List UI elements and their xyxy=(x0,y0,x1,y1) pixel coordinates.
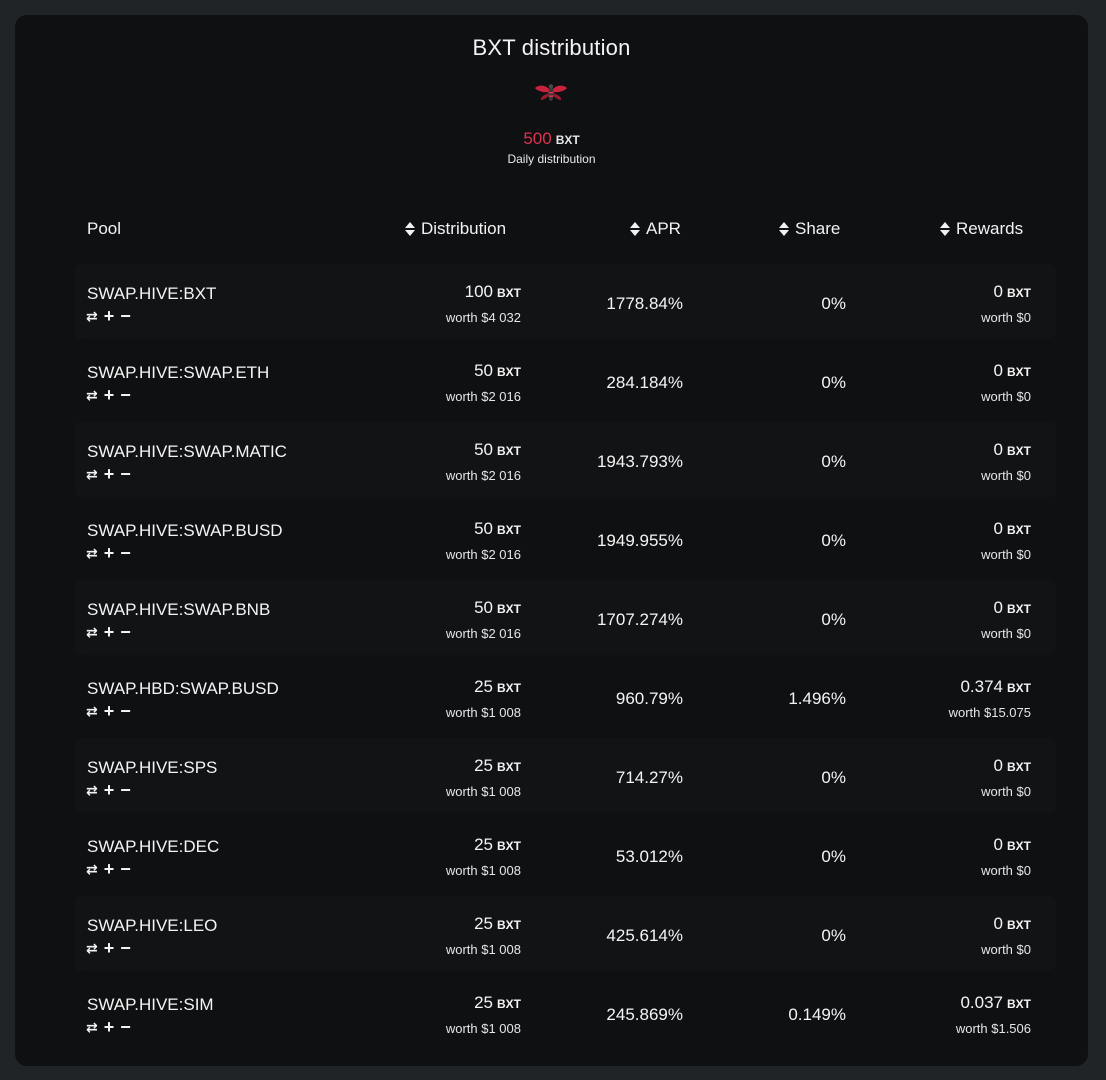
minus-icon[interactable]: − xyxy=(120,859,131,879)
minus-icon[interactable]: − xyxy=(120,385,131,405)
rewards-unit: BXT xyxy=(1007,839,1031,853)
distribution-unit: BXT xyxy=(497,602,521,616)
distribution-cell xyxy=(446,440,521,483)
distribution-cell xyxy=(446,361,521,404)
rewards-cell xyxy=(949,677,1031,720)
plus-icon[interactable]: + xyxy=(103,859,115,879)
pool-name: SWAP.HIVE:SIM xyxy=(87,995,214,1014)
table-row xyxy=(75,501,1056,576)
plus-icon[interactable]: + xyxy=(103,622,115,642)
distribution-worth: worth $1 008 xyxy=(445,863,521,878)
daily-amount-value: 500 xyxy=(523,129,552,148)
apr-value: 1778.84% xyxy=(606,294,683,313)
sort-icon xyxy=(779,222,789,236)
table-row xyxy=(75,975,1056,1050)
column-header-apr[interactable]: APR xyxy=(630,219,681,239)
pool-actions xyxy=(86,1019,131,1035)
distribution-card xyxy=(15,15,1088,1066)
rewards-unit: BXT xyxy=(1007,365,1031,379)
distribution-worth: worth $2 016 xyxy=(445,389,521,404)
distribution-amount: 25 xyxy=(474,993,493,1012)
distribution-unit: BXT xyxy=(497,681,521,695)
rewards-unit: BXT xyxy=(1007,286,1031,300)
minus-icon[interactable]: − xyxy=(120,1017,131,1037)
rewards-amount: 0 xyxy=(993,440,1003,459)
daily-distribution xyxy=(15,129,1088,166)
plus-icon[interactable]: + xyxy=(103,780,115,800)
rewards-amount: 0 xyxy=(993,282,1003,301)
swap-arrows-icon[interactable]: ⇄ xyxy=(86,466,98,482)
distribution-amount: 25 xyxy=(474,835,493,854)
swap-arrows-icon[interactable]: ⇄ xyxy=(86,1019,98,1035)
table-row xyxy=(75,817,1056,892)
pool-name: SWAP.HBD:SWAP.BUSD xyxy=(87,679,279,698)
swap-arrows-icon[interactable]: ⇄ xyxy=(86,861,98,877)
rewards-amount: 0 xyxy=(993,361,1003,380)
rewards-amount: 0.037 xyxy=(960,993,1003,1012)
pool-name: SWAP.HIVE:SPS xyxy=(87,758,218,777)
pool-actions xyxy=(86,545,131,561)
apr-value: 245.869% xyxy=(606,1005,683,1024)
apr-value: 1943.793% xyxy=(596,452,683,471)
share-value: 0% xyxy=(821,531,846,550)
rewards-unit: BXT xyxy=(1007,918,1031,932)
apr-value: 53.012% xyxy=(615,847,683,866)
rewards-amount: 0 xyxy=(993,598,1003,617)
table-row xyxy=(75,738,1056,813)
sort-icon xyxy=(405,222,415,236)
pool-actions xyxy=(86,940,131,956)
share-value: 0% xyxy=(821,294,846,313)
rewards-cell xyxy=(981,282,1031,325)
apr-value: 284.184% xyxy=(606,373,683,392)
distribution-worth: worth $2 016 xyxy=(445,468,521,483)
pool-table-body xyxy=(75,264,1056,1054)
pool-name: SWAP.HIVE:BXT xyxy=(87,284,217,303)
pool-actions xyxy=(86,782,131,798)
distribution-worth: worth $2 016 xyxy=(445,626,521,641)
distribution-worth: worth $2 016 xyxy=(445,547,521,562)
rewards-amount: 0.374 xyxy=(960,677,1003,696)
distribution-amount: 100 xyxy=(464,282,493,301)
rewards-cell xyxy=(981,914,1031,957)
rewards-worth: worth $0 xyxy=(981,626,1031,641)
distribution-unit: BXT xyxy=(497,286,521,300)
plus-icon[interactable]: + xyxy=(103,464,115,484)
plus-icon[interactable]: + xyxy=(103,701,115,721)
distribution-worth: worth $1 008 xyxy=(445,942,521,957)
rewards-cell xyxy=(981,835,1031,878)
pool-name: SWAP.HIVE:SWAP.BNB xyxy=(87,600,271,619)
rewards-unit: BXT xyxy=(1007,760,1031,774)
plus-icon[interactable]: + xyxy=(103,938,115,958)
rewards-worth: worth $0 xyxy=(981,310,1031,325)
rewards-amount: 0 xyxy=(993,519,1003,538)
pool-actions xyxy=(86,703,131,719)
rewards-cell xyxy=(981,756,1031,799)
rewards-worth: worth $0 xyxy=(981,547,1031,562)
rewards-unit: BXT xyxy=(1007,997,1031,1011)
distribution-amount: 50 xyxy=(474,361,493,380)
distribution-worth: worth $4 032 xyxy=(445,310,521,325)
pool-actions xyxy=(86,624,131,640)
distribution-cell xyxy=(446,914,521,957)
plus-icon[interactable]: + xyxy=(103,385,115,405)
apr-value: 1707.274% xyxy=(596,610,683,629)
rewards-amount: 0 xyxy=(993,756,1003,775)
pool-name: SWAP.HIVE:DEC xyxy=(87,837,220,856)
swap-arrows-icon[interactable]: ⇄ xyxy=(86,308,98,324)
daily-distribution-label: Daily distribution xyxy=(507,152,596,166)
swap-arrows-icon[interactable]: ⇄ xyxy=(86,545,98,561)
rewards-worth: worth $1.506 xyxy=(955,1021,1031,1036)
rewards-worth: worth $0 xyxy=(981,468,1031,483)
bee-logo-icon xyxy=(533,79,569,107)
apr-value: 960.79% xyxy=(615,689,683,708)
rewards-worth: worth $0 xyxy=(981,942,1031,957)
plus-icon[interactable]: + xyxy=(103,1017,115,1037)
share-value: 0.149% xyxy=(788,1005,846,1024)
sort-icon xyxy=(940,222,950,236)
page-title: BXT distribution xyxy=(472,35,631,60)
rewards-unit: BXT xyxy=(1007,681,1031,695)
distribution-unit: BXT xyxy=(497,760,521,774)
pool-name: SWAP.HIVE:SWAP.ETH xyxy=(87,363,270,382)
column-header-rewards[interactable]: Rewards xyxy=(940,219,1023,239)
rewards-cell xyxy=(981,519,1031,562)
distribution-worth: worth $1 008 xyxy=(445,705,521,720)
swap-arrows-icon[interactable]: ⇄ xyxy=(86,782,98,798)
rewards-cell xyxy=(981,598,1031,641)
table-row xyxy=(75,422,1056,497)
column-header-share[interactable]: Share xyxy=(779,219,840,239)
plus-icon[interactable]: + xyxy=(103,306,115,326)
distribution-cell xyxy=(446,519,521,562)
distribution-worth: worth $1 008 xyxy=(445,1021,521,1036)
pool-name: SWAP.HIVE:LEO xyxy=(87,916,218,935)
distribution-cell xyxy=(446,993,521,1036)
distribution-worth: worth $1 008 xyxy=(445,784,521,799)
daily-amount-unit: BXT xyxy=(555,133,580,147)
column-header-distribution[interactable]: Distribution xyxy=(405,219,506,239)
distribution-unit: BXT xyxy=(497,918,521,932)
pool-actions xyxy=(86,861,131,877)
table-row xyxy=(75,343,1056,418)
minus-icon[interactable]: − xyxy=(120,543,131,563)
distribution-cell xyxy=(446,756,521,799)
table-header xyxy=(87,215,1024,245)
minus-icon[interactable]: − xyxy=(120,464,131,484)
distribution-unit: BXT xyxy=(497,997,521,1011)
column-header-pool: Pool xyxy=(87,219,122,238)
plus-icon[interactable]: + xyxy=(103,543,115,563)
distribution-unit: BXT xyxy=(497,365,521,379)
distribution-unit: BXT xyxy=(497,444,521,458)
rewards-unit: BXT xyxy=(1007,523,1031,537)
rewards-unit: BXT xyxy=(1007,602,1031,616)
swap-arrows-icon[interactable]: ⇄ xyxy=(86,703,98,719)
rewards-worth: worth $0 xyxy=(981,863,1031,878)
table-row xyxy=(75,896,1056,971)
share-value: 0% xyxy=(821,768,846,787)
distribution-amount: 25 xyxy=(474,756,493,775)
pool-actions xyxy=(86,466,131,482)
pool-name: SWAP.HIVE:SWAP.MATIC xyxy=(87,442,287,461)
distribution-amount: 50 xyxy=(474,598,493,617)
swap-arrows-icon[interactable]: ⇄ xyxy=(86,624,98,640)
distribution-cell xyxy=(446,835,521,878)
rewards-cell xyxy=(981,361,1031,404)
share-value: 0% xyxy=(821,926,846,945)
distribution-unit: BXT xyxy=(497,839,521,853)
pool-actions xyxy=(86,387,131,403)
pool-actions xyxy=(86,308,131,324)
minus-icon[interactable]: − xyxy=(120,701,131,721)
distribution-amount: 25 xyxy=(474,914,493,933)
distribution-cell xyxy=(446,282,521,325)
share-value: 1.496% xyxy=(788,689,846,708)
distribution-cell xyxy=(446,598,521,641)
swap-arrows-icon[interactable]: ⇄ xyxy=(86,940,98,956)
table-row xyxy=(75,264,1056,339)
rewards-cell xyxy=(956,993,1031,1036)
rewards-amount: 0 xyxy=(993,914,1003,933)
share-value: 0% xyxy=(821,373,846,392)
rewards-worth: worth $0 xyxy=(981,389,1031,404)
share-value: 0% xyxy=(821,610,846,629)
distribution-amount: 50 xyxy=(474,440,493,459)
rewards-amount: 0 xyxy=(993,835,1003,854)
pool-name: SWAP.HIVE:SWAP.BUSD xyxy=(87,521,283,540)
apr-value: 714.27% xyxy=(615,768,683,787)
share-value: 0% xyxy=(821,847,846,866)
distribution-amount: 25 xyxy=(474,677,493,696)
table-row xyxy=(75,580,1056,655)
rewards-cell xyxy=(981,440,1031,483)
distribution-unit: BXT xyxy=(497,523,521,537)
rewards-worth: worth $15.075 xyxy=(948,705,1031,720)
apr-value: 425.614% xyxy=(606,926,683,945)
minus-icon[interactable]: − xyxy=(120,780,131,800)
apr-value: 1949.955% xyxy=(596,531,683,550)
distribution-amount: 50 xyxy=(474,519,493,538)
minus-icon[interactable]: − xyxy=(120,306,131,326)
minus-icon[interactable]: − xyxy=(120,622,131,642)
sort-icon xyxy=(630,222,640,236)
distribution-cell xyxy=(446,677,521,720)
minus-icon[interactable]: − xyxy=(120,938,131,958)
swap-arrows-icon[interactable]: ⇄ xyxy=(86,387,98,403)
table-row xyxy=(75,659,1056,734)
rewards-worth: worth $0 xyxy=(981,784,1031,799)
rewards-unit: BXT xyxy=(1007,444,1031,458)
share-value: 0% xyxy=(821,452,846,471)
